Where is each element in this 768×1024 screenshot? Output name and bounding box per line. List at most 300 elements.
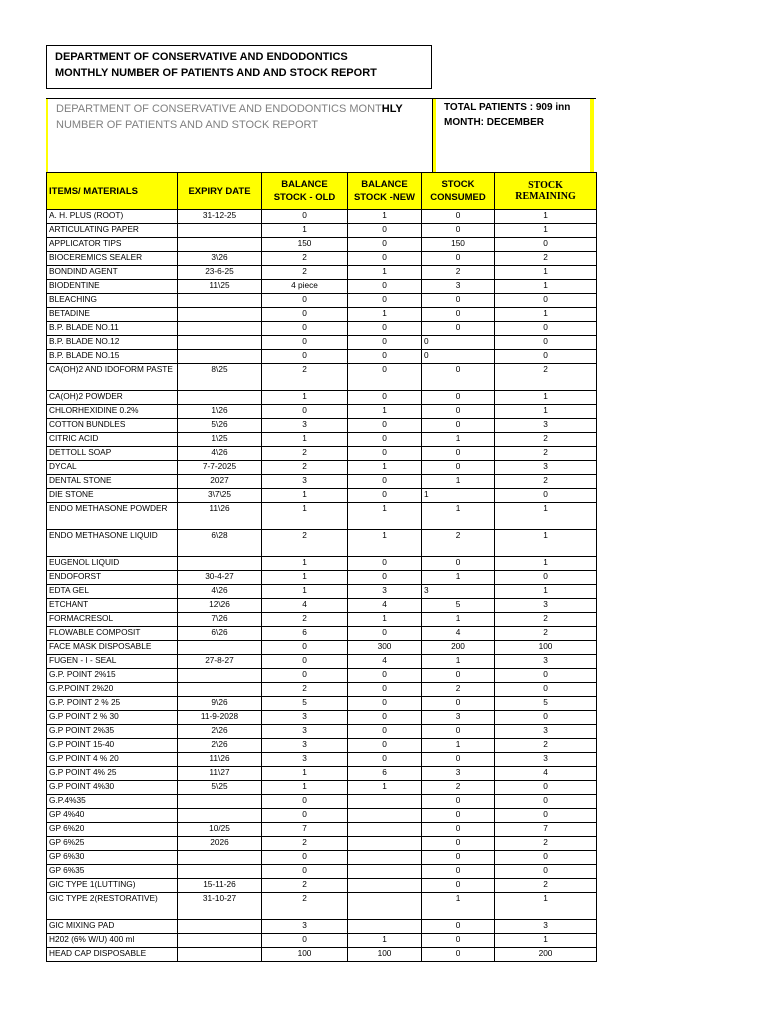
- cell-stock-consumed: 0: [422, 725, 495, 739]
- cell-stock-consumed: 2: [422, 530, 495, 557]
- cell-stock-consumed: 1: [422, 893, 495, 920]
- col-header-remaining: STOCK REMAINING: [495, 173, 597, 210]
- report-month: MONTH: DECEMBER: [444, 117, 544, 128]
- cell-expiry-date: 6\28: [178, 530, 262, 557]
- cell-balance-new: 1: [348, 530, 422, 557]
- table-row: [47, 557, 597, 571]
- cell-stock-remaining: 2: [495, 433, 597, 447]
- cell-item-name: B.P. BLADE NO.12: [47, 336, 178, 350]
- cell-stock-remaining: 1: [495, 893, 597, 920]
- cell-balance-new: 0: [348, 322, 422, 336]
- cell-balance-old: 3: [262, 711, 348, 725]
- cell-expiry-date: [178, 920, 262, 934]
- cell-expiry-date: 9\26: [178, 697, 262, 711]
- cell-balance-new: 1: [348, 503, 422, 530]
- cell-stock-consumed: 0: [422, 210, 495, 224]
- table-row: [47, 711, 597, 725]
- cell-stock-consumed: 0: [422, 447, 495, 461]
- table-row: [47, 739, 597, 753]
- total-patients: TOTAL PATIENTS : 909 inn: [444, 102, 571, 113]
- cell-balance-new: 0: [348, 571, 422, 585]
- cell-stock-remaining: 3: [495, 753, 597, 767]
- cell-item-name: ENDOFORST: [47, 571, 178, 585]
- cell-stock-consumed: 0: [422, 934, 495, 948]
- cell-stock-remaining: 2: [495, 252, 597, 266]
- cell-balance-new: 0: [348, 711, 422, 725]
- cell-stock-remaining: 1: [495, 934, 597, 948]
- cell-expiry-date: [178, 795, 262, 809]
- table-row: [47, 391, 597, 405]
- cell-item-name: CITRIC ACID: [47, 433, 178, 447]
- cell-balance-old: 2: [262, 461, 348, 475]
- cell-stock-consumed: 0: [422, 391, 495, 405]
- table-row: [47, 530, 597, 557]
- cell-balance-new: 0: [348, 336, 422, 350]
- cell-balance-old: 3: [262, 753, 348, 767]
- table-row: [47, 795, 597, 809]
- cell-expiry-date: [178, 851, 262, 865]
- cell-balance-new: 0: [348, 739, 422, 753]
- cell-stock-consumed: 2: [422, 781, 495, 795]
- cell-expiry-date: 2027: [178, 475, 262, 489]
- cell-stock-remaining: 1: [495, 530, 597, 557]
- cell-stock-consumed: 0: [422, 809, 495, 823]
- cell-stock-remaining: 1: [495, 503, 597, 530]
- cell-balance-new: 0: [348, 294, 422, 308]
- header-text-part-b: HLY: [381, 103, 403, 115]
- table-row: [47, 613, 597, 627]
- table-row: [47, 753, 597, 767]
- cell-balance-old: 150: [262, 238, 348, 252]
- table-row: [47, 725, 597, 739]
- cell-stock-remaining: 2: [495, 447, 597, 461]
- cell-balance-new: [348, 837, 422, 851]
- cell-balance-new: 1: [348, 613, 422, 627]
- cell-expiry-date: [178, 308, 262, 322]
- cell-stock-consumed: 0: [422, 294, 495, 308]
- cell-balance-new: [348, 809, 422, 823]
- cell-expiry-date: 11\26: [178, 753, 262, 767]
- cell-expiry-date: 3\26: [178, 252, 262, 266]
- cell-stock-remaining: 0: [495, 294, 597, 308]
- cell-balance-old: 0: [262, 210, 348, 224]
- cell-stock-consumed: 0: [422, 461, 495, 475]
- cell-stock-consumed: 1: [422, 571, 495, 585]
- header-summary: [432, 99, 594, 173]
- cell-balance-new: 0: [348, 557, 422, 571]
- cell-item-name: ENDO METHASONE POWDER: [47, 503, 178, 530]
- cell-balance-old: 0: [262, 336, 348, 350]
- cell-balance-new: [348, 851, 422, 865]
- cell-item-name: DYCAL: [47, 461, 178, 475]
- table-row: [47, 405, 597, 419]
- table-row: [47, 781, 597, 795]
- table-row: [47, 475, 597, 489]
- cell-stock-remaining: 2: [495, 879, 597, 893]
- report-header: [46, 98, 596, 173]
- cell-stock-remaining: 3: [495, 599, 597, 613]
- table-row: [47, 336, 597, 350]
- table-row: [47, 308, 597, 322]
- cell-item-name: FACE MASK DISPOSABLE: [47, 641, 178, 655]
- cell-balance-old: 4: [262, 599, 348, 613]
- table-row: [47, 948, 597, 962]
- cell-balance-new: [348, 795, 422, 809]
- cell-balance-old: 2: [262, 266, 348, 280]
- cell-balance-old: 0: [262, 405, 348, 419]
- cell-stock-consumed: 0: [422, 557, 495, 571]
- cell-stock-consumed: 0: [422, 851, 495, 865]
- cell-stock-remaining: 2: [495, 837, 597, 851]
- cell-balance-new: 0: [348, 627, 422, 641]
- cell-item-name: ARTICULATING PAPER: [47, 224, 178, 238]
- cell-stock-remaining: 0: [495, 809, 597, 823]
- cell-balance-new: 1: [348, 405, 422, 419]
- cell-stock-remaining: 2: [495, 475, 597, 489]
- cell-expiry-date: [178, 557, 262, 571]
- cell-balance-new: 1: [348, 308, 422, 322]
- cell-expiry-date: [178, 865, 262, 879]
- cell-expiry-date: [178, 669, 262, 683]
- cell-stock-consumed: 0: [422, 252, 495, 266]
- cell-balance-new: 4: [348, 599, 422, 613]
- cell-balance-old: 100: [262, 948, 348, 962]
- table-row: [47, 823, 597, 837]
- report-title-line1: DEPARTMENT OF CONSERVATIVE AND ENDODONTICS: [55, 51, 348, 63]
- cell-balance-old: 2: [262, 613, 348, 627]
- cell-item-name: GP 6%35: [47, 865, 178, 879]
- cell-stock-consumed: 0: [422, 920, 495, 934]
- cell-balance-new: [348, 893, 422, 920]
- table-row: [47, 447, 597, 461]
- cell-balance-old: 0: [262, 865, 348, 879]
- cell-item-name: A. H. PLUS (ROOT): [47, 210, 178, 224]
- cell-balance-old: 1: [262, 503, 348, 530]
- cell-balance-old: 0: [262, 294, 348, 308]
- cell-item-name: GP 4%40: [47, 809, 178, 823]
- cell-expiry-date: 27-8-27: [178, 655, 262, 669]
- cell-expiry-date: [178, 294, 262, 308]
- cell-balance-old: 2: [262, 837, 348, 851]
- cell-stock-remaining: 1: [495, 266, 597, 280]
- cell-balance-new: 0: [348, 350, 422, 364]
- cell-balance-old: 6: [262, 627, 348, 641]
- cell-balance-old: 0: [262, 809, 348, 823]
- cell-stock-remaining: 0: [495, 711, 597, 725]
- col-header-expiry: EXPIRY DATE: [178, 173, 262, 210]
- table-row: [47, 280, 597, 294]
- cell-item-name: ENDO METHASONE LIQUID: [47, 530, 178, 557]
- cell-item-name: BIOCEREMICS SEALER: [47, 252, 178, 266]
- cell-stock-remaining: 0: [495, 851, 597, 865]
- cell-stock-remaining: 0: [495, 322, 597, 336]
- header-text-part-a: DEPARTMENT OF CONSERVATIVE AND ENDODONTICS MONT: [56, 103, 382, 115]
- cell-stock-consumed: 0: [422, 405, 495, 419]
- cell-expiry-date: 11\27: [178, 767, 262, 781]
- cell-stock-remaining: 1: [495, 280, 597, 294]
- cell-item-name: DENTAL STONE: [47, 475, 178, 489]
- cell-stock-remaining: 5: [495, 697, 597, 711]
- cell-stock-remaining: 4: [495, 767, 597, 781]
- cell-stock-consumed: 5: [422, 599, 495, 613]
- cell-stock-consumed: 3: [422, 767, 495, 781]
- cell-balance-old: 1: [262, 767, 348, 781]
- cell-item-name: GIC TYPE 1(LUTTING): [47, 879, 178, 893]
- cell-balance-old: 0: [262, 934, 348, 948]
- cell-balance-old: 4 piece: [262, 280, 348, 294]
- cell-balance-old: 1: [262, 224, 348, 238]
- cell-expiry-date: 23-6-25: [178, 266, 262, 280]
- cell-item-name: APPLICATOR TIPS: [47, 238, 178, 252]
- cell-item-name: BIODENTINE: [47, 280, 178, 294]
- cell-balance-old: 1: [262, 433, 348, 447]
- cell-stock-remaining: 1: [495, 405, 597, 419]
- cell-item-name: CHLORHEXIDINE 0.2%: [47, 405, 178, 419]
- cell-stock-remaining: 1: [495, 391, 597, 405]
- cell-stock-consumed: 1: [422, 739, 495, 753]
- cell-stock-remaining: 0: [495, 489, 597, 503]
- table-row: [47, 627, 597, 641]
- cell-stock-remaining: 2: [495, 613, 597, 627]
- cell-balance-old: 3: [262, 475, 348, 489]
- cell-expiry-date: [178, 809, 262, 823]
- col-header-balance-old: BALANCE STOCK - OLD: [262, 173, 348, 210]
- cell-item-name: B.P. BLADE NO.11: [47, 322, 178, 336]
- report-title-box: [46, 45, 432, 89]
- cell-balance-new: 0: [348, 447, 422, 461]
- cell-item-name: GIC TYPE 2(RESTORATIVE): [47, 893, 178, 920]
- table-row: [47, 865, 597, 879]
- cell-balance-old: 1: [262, 489, 348, 503]
- cell-expiry-date: 31-12-25: [178, 210, 262, 224]
- cell-balance-new: 0: [348, 364, 422, 391]
- cell-item-name: CA(OH)2 POWDER: [47, 391, 178, 405]
- cell-balance-old: 1: [262, 557, 348, 571]
- cell-stock-remaining: 0: [495, 865, 597, 879]
- cell-balance-new: 0: [348, 725, 422, 739]
- cell-stock-remaining: 0: [495, 795, 597, 809]
- cell-stock-consumed: 2: [422, 683, 495, 697]
- table-row: [47, 697, 597, 711]
- cell-expiry-date: 7-7-2025: [178, 461, 262, 475]
- cell-balance-new: 0: [348, 433, 422, 447]
- cell-stock-consumed: 0: [422, 350, 495, 364]
- table-row: [47, 294, 597, 308]
- table-row: [47, 655, 597, 669]
- table-row: [47, 210, 597, 224]
- cell-balance-old: 2: [262, 530, 348, 557]
- cell-balance-new: 1: [348, 781, 422, 795]
- cell-item-name: CA(OH)2 AND IDOFORM PASTE: [47, 364, 178, 391]
- header-department-text: [46, 99, 430, 173]
- table-row: [47, 364, 597, 391]
- cell-item-name: B.P. BLADE NO.15: [47, 350, 178, 364]
- table-row: [47, 585, 597, 599]
- cell-balance-old: 7: [262, 823, 348, 837]
- cell-expiry-date: 12\26: [178, 599, 262, 613]
- cell-expiry-date: 30-4-27: [178, 571, 262, 585]
- cell-balance-new: 0: [348, 224, 422, 238]
- cell-balance-new: 0: [348, 697, 422, 711]
- cell-balance-old: 0: [262, 851, 348, 865]
- table-row: [47, 599, 597, 613]
- cell-balance-new: [348, 879, 422, 893]
- cell-balance-old: 5: [262, 697, 348, 711]
- cell-balance-old: 1: [262, 571, 348, 585]
- cell-item-name: G.P.POINT 2%20: [47, 683, 178, 697]
- table-row: [47, 767, 597, 781]
- cell-expiry-date: [178, 641, 262, 655]
- cell-item-name: ETCHANT: [47, 599, 178, 613]
- cell-expiry-date: 5\25: [178, 781, 262, 795]
- table-row: [47, 350, 597, 364]
- table-row: [47, 433, 597, 447]
- cell-expiry-date: [178, 224, 262, 238]
- cell-balance-old: 0: [262, 655, 348, 669]
- cell-expiry-date: 4\26: [178, 585, 262, 599]
- cell-stock-consumed: 200: [422, 641, 495, 655]
- cell-item-name: G.P. POINT 2 % 25: [47, 697, 178, 711]
- cell-stock-remaining: 0: [495, 669, 597, 683]
- cell-item-name: DETTOLL SOAP: [47, 447, 178, 461]
- cell-expiry-date: 2026: [178, 837, 262, 851]
- cell-item-name: FLOWABLE COMPOSIT: [47, 627, 178, 641]
- cell-expiry-date: 10/25: [178, 823, 262, 837]
- cell-expiry-date: 8\25: [178, 364, 262, 391]
- cell-balance-new: 0: [348, 669, 422, 683]
- cell-stock-consumed: 0: [422, 865, 495, 879]
- cell-stock-consumed: 1: [422, 613, 495, 627]
- table-row: [47, 934, 597, 948]
- cell-balance-old: 2: [262, 683, 348, 697]
- cell-balance-old: 1: [262, 391, 348, 405]
- table-header-row: [47, 173, 597, 210]
- cell-balance-new: 0: [348, 238, 422, 252]
- cell-expiry-date: 11\26: [178, 503, 262, 530]
- cell-expiry-date: 3\7\25: [178, 489, 262, 503]
- cell-stock-consumed: 1: [422, 503, 495, 530]
- cell-expiry-date: 1\26: [178, 405, 262, 419]
- cell-item-name: BLEACHING: [47, 294, 178, 308]
- cell-stock-consumed: 0: [422, 823, 495, 837]
- cell-expiry-date: 11\25: [178, 280, 262, 294]
- cell-stock-consumed: 1: [422, 475, 495, 489]
- cell-balance-new: 1: [348, 266, 422, 280]
- table-row: [47, 224, 597, 238]
- cell-stock-remaining: 1: [495, 224, 597, 238]
- cell-balance-new: 100: [348, 948, 422, 962]
- cell-balance-old: 2: [262, 364, 348, 391]
- cell-stock-remaining: 1: [495, 585, 597, 599]
- cell-expiry-date: 6\26: [178, 627, 262, 641]
- cell-item-name: G.P POINT 4% 25: [47, 767, 178, 781]
- col-header-balance-new: BALANCE STOCK -NEW: [348, 173, 422, 210]
- cell-expiry-date: 2\26: [178, 739, 262, 753]
- cell-balance-old: 2: [262, 893, 348, 920]
- cell-stock-remaining: 3: [495, 419, 597, 433]
- cell-stock-consumed: 0: [422, 697, 495, 711]
- cell-balance-new: 0: [348, 280, 422, 294]
- cell-expiry-date: 7\26: [178, 613, 262, 627]
- cell-balance-old: 1: [262, 781, 348, 795]
- cell-item-name: G.P POINT 4 % 20: [47, 753, 178, 767]
- table-row: [47, 920, 597, 934]
- cell-item-name: FUGEN - I - SEAL: [47, 655, 178, 669]
- table-row: [47, 893, 597, 920]
- cell-stock-consumed: 0: [422, 948, 495, 962]
- cell-stock-consumed: 0: [422, 336, 495, 350]
- table-row: [47, 503, 597, 530]
- table-row: [47, 419, 597, 433]
- cell-expiry-date: 2\26: [178, 725, 262, 739]
- cell-balance-old: 2: [262, 252, 348, 266]
- cell-balance-new: 3: [348, 585, 422, 599]
- cell-balance-new: 6: [348, 767, 422, 781]
- cell-item-name: G.P POINT 4%30: [47, 781, 178, 795]
- cell-balance-old: 3: [262, 920, 348, 934]
- cell-balance-old: 0: [262, 669, 348, 683]
- cell-stock-consumed: 0: [422, 837, 495, 851]
- cell-item-name: COTTON BUNDLES: [47, 419, 178, 433]
- cell-balance-old: 0: [262, 308, 348, 322]
- table-row: [47, 879, 597, 893]
- table-row: [47, 809, 597, 823]
- stock-table: [46, 172, 597, 962]
- cell-item-name: G.P.4%35: [47, 795, 178, 809]
- table-row: [47, 266, 597, 280]
- cell-balance-old: 0: [262, 641, 348, 655]
- cell-stock-consumed: 150: [422, 238, 495, 252]
- cell-item-name: BETADINE: [47, 308, 178, 322]
- table-row: [47, 641, 597, 655]
- cell-stock-consumed: 0: [422, 795, 495, 809]
- cell-balance-new: 0: [348, 475, 422, 489]
- cell-expiry-date: [178, 350, 262, 364]
- cell-stock-consumed: 3: [422, 711, 495, 725]
- table-row: [47, 571, 597, 585]
- cell-balance-new: [348, 823, 422, 837]
- cell-stock-remaining: 0: [495, 238, 597, 252]
- cell-item-name: HEAD CAP DISPOSABLE: [47, 948, 178, 962]
- cell-item-name: H202 (6% W/U) 400 ml: [47, 934, 178, 948]
- cell-expiry-date: [178, 391, 262, 405]
- cell-item-name: GP 6%20: [47, 823, 178, 837]
- cell-balance-old: 2: [262, 879, 348, 893]
- cell-stock-remaining: 0: [495, 350, 597, 364]
- cell-balance-new: 0: [348, 252, 422, 266]
- cell-balance-new: 1: [348, 934, 422, 948]
- cell-expiry-date: [178, 238, 262, 252]
- cell-stock-remaining: 2: [495, 364, 597, 391]
- cell-expiry-date: [178, 934, 262, 948]
- cell-item-name: FORMACRESOL: [47, 613, 178, 627]
- cell-expiry-date: 31-10-27: [178, 893, 262, 920]
- cell-stock-remaining: 2: [495, 627, 597, 641]
- cell-stock-consumed: 0: [422, 753, 495, 767]
- cell-stock-remaining: 2: [495, 739, 597, 753]
- cell-balance-old: 1: [262, 585, 348, 599]
- cell-item-name: G.P POINT 2%35: [47, 725, 178, 739]
- table-row: [47, 669, 597, 683]
- cell-balance-old: 3: [262, 739, 348, 753]
- cell-stock-consumed: 2: [422, 266, 495, 280]
- cell-stock-consumed: 0: [422, 308, 495, 322]
- table-row: [47, 489, 597, 503]
- cell-balance-new: 1: [348, 210, 422, 224]
- cell-balance-new: 0: [348, 391, 422, 405]
- cell-stock-consumed: 0: [422, 669, 495, 683]
- stock-table-body: [47, 210, 597, 962]
